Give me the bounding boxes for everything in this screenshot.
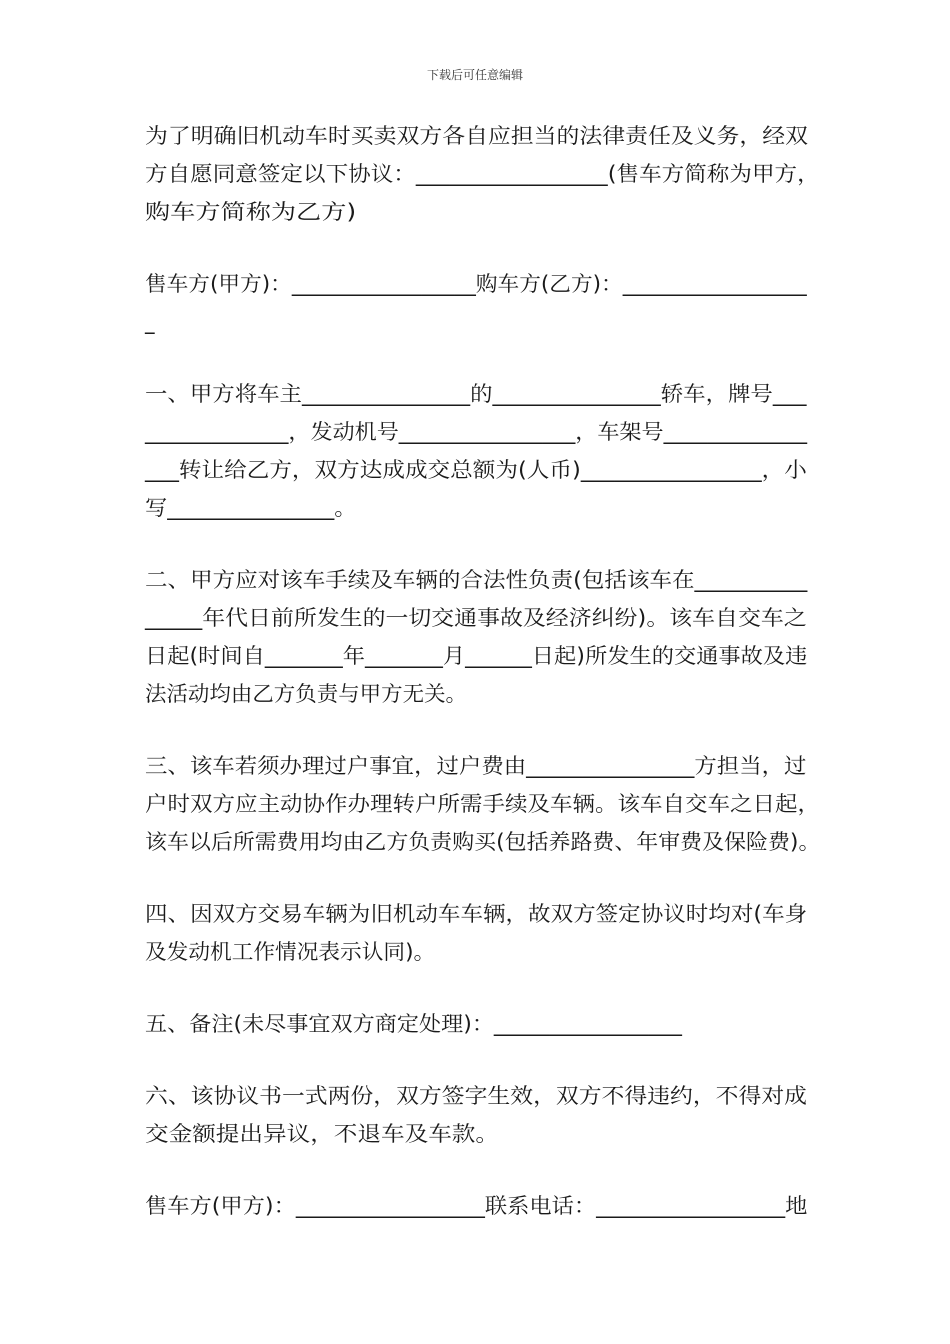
clause-4-line-2: 及发动机工作情况表示认同)。 bbox=[145, 940, 436, 964]
clause-3-line-3: 该车以后所需费用均由乙方负责购买(包括养路费、年审费及保险费)。 bbox=[145, 830, 821, 854]
clause-2-line-4: 法活动均由乙方负责与甲方无关。 bbox=[145, 682, 468, 706]
clause-6-line-2: 交金额提出异议，不退车及车款。 bbox=[145, 1122, 500, 1146]
paragraph-intro-line-3: 购车方简称为乙方) bbox=[145, 200, 357, 224]
paragraph-intro-line-1: 为了明确旧机动车时买卖双方各自应担当的法律责任及义务，经双 bbox=[145, 124, 808, 148]
clause-4-line-1: 四、因双方交易车辆为旧机动车车辆，故双方签定协议时均对(车身 bbox=[145, 902, 808, 926]
clause-1-line-1: 一、甲方将车主_______________的_______________轿车，牌号___ bbox=[145, 382, 807, 406]
clause-3-line-1: 三、该车若须办理过户事宜，过户费由_______________方担当，过 bbox=[145, 754, 807, 778]
clause-1-line-3: ___转让给乙方，双方达成成交总额为(人币)________________，小 bbox=[145, 458, 807, 482]
clause-2-line-2: _____年代日前所发生的一切交通事故及经济纠纷)。该车自交车之 bbox=[145, 606, 807, 630]
parties-line-2: _ bbox=[145, 310, 155, 334]
signature-line-1: 售车方(甲方)：_________________联系电话：_________________地 bbox=[145, 1194, 808, 1218]
clause-1-line-2: _____________，发动机号________________，车架号_____________ bbox=[145, 420, 807, 444]
clause-2-line-1: 二、甲方应对该车手续及车辆的合法性负责(包括该车在__________ bbox=[145, 568, 808, 592]
clause-6-line-1: 六、该协议书一式两份，双方签字生效，双方不得违约，不得对成 bbox=[145, 1084, 807, 1108]
clause-2-line-3: 日起(时间自_______年_______月______日起)所发生的交通事故及违 bbox=[145, 644, 808, 668]
page-header: 下载后可任意编辑 bbox=[426, 68, 523, 82]
clause-5-line-1: 五、备注(未尽事宜双方商定处理)：_________________ bbox=[145, 1012, 682, 1036]
paragraph-intro-line-2: 方自愿同意签定以下协议：_________________(售车方简称为甲方， bbox=[145, 162, 820, 186]
parties-line-1: 售车方(甲方)：_________________购车方(乙方)：_________________ bbox=[145, 272, 807, 296]
clause-1-line-4: 写_______________。 bbox=[145, 496, 357, 520]
clause-3-line-2: 户时双方应主动协作办理转户所需手续及车辆。该车自交车之日起， bbox=[145, 792, 820, 816]
